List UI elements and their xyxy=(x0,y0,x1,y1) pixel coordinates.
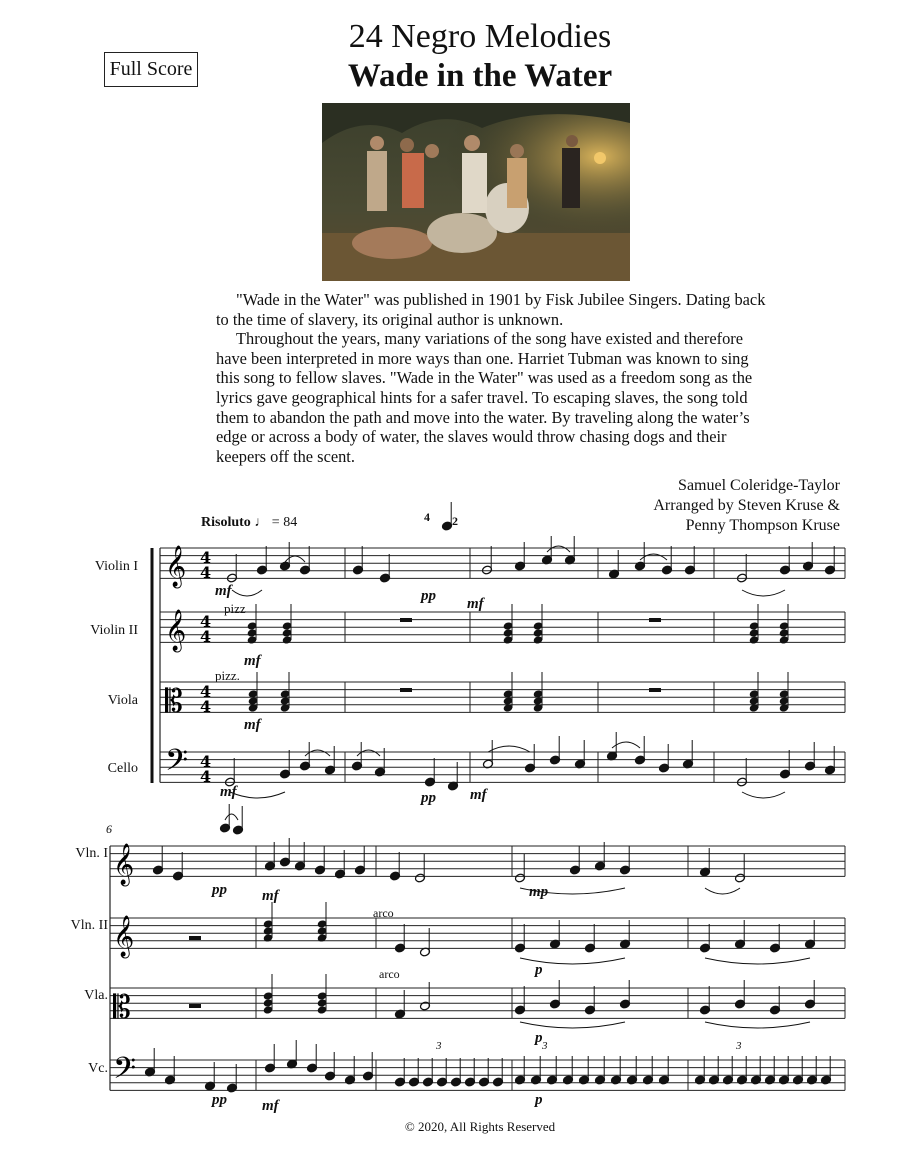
dynamic-marking: p xyxy=(535,1092,543,1108)
tempo-word: Risoluto xyxy=(201,515,251,530)
instrument-label: Violin I xyxy=(94,559,138,574)
fingering: 4 xyxy=(424,510,430,524)
intro-paragraph-2: Throughout the years, many variations of the song have existed and therefore have been interpreted in more ways than one. Harriet Tubman was known to sing this song to fellow slaves. "Wade in the Water" was used as a freedom song as the lyrics gave geographical hints for a safer travel. To escaping slaves, the song told them to abandon the path and move into the water. By traveling along the water’s edge or across a body of water, the slaves would throw chasing dogs and their keepers off the scent. xyxy=(216,329,753,466)
time-signature: 4 xyxy=(200,627,212,646)
slur xyxy=(705,1022,810,1028)
fingering: 2 xyxy=(452,514,458,528)
slur xyxy=(232,590,262,596)
slur xyxy=(742,590,785,596)
time-signature: 4 xyxy=(200,563,212,582)
dynamic-marking: pp xyxy=(212,882,227,898)
whole-rest xyxy=(649,688,661,692)
clef: 𝄢 xyxy=(165,744,189,785)
slur xyxy=(520,958,625,964)
intro-paragraph-1: "Wade in the Water" was published in 1901 by Fisk Jubilee Singers. Dating back to the time of slavery, its original author is unknown. xyxy=(216,290,766,329)
slur xyxy=(357,750,380,756)
clef: 𝄢 xyxy=(113,1052,137,1093)
instrument-label: Cello xyxy=(107,761,138,776)
instrument-label: Vln. I xyxy=(75,846,108,861)
dynamic-marking: pp xyxy=(212,1092,227,1108)
whole-rest xyxy=(649,618,661,622)
dynamic-marking: mf xyxy=(244,653,261,669)
slur xyxy=(705,958,810,964)
dynamic-marking: mf xyxy=(220,784,237,800)
clef: 𝄞 xyxy=(165,610,187,651)
measure-number: 6 xyxy=(106,822,112,836)
clef: 𝄞 xyxy=(113,844,135,885)
slur xyxy=(520,1022,625,1028)
clef: 𝄞 xyxy=(165,546,187,587)
slur xyxy=(225,814,238,820)
instrument-label: Violin II xyxy=(90,623,138,638)
dynamic-marking: p xyxy=(535,1030,543,1046)
slur xyxy=(488,746,530,752)
arranger-line-2: Penny Thompson Kruse xyxy=(685,517,840,534)
clef: 𝄡 xyxy=(165,682,183,720)
composer: Samuel Coleridge-Taylor xyxy=(678,477,840,494)
copyright: © 2020, All Rights Reserved xyxy=(404,1119,556,1134)
time-signature: 4 xyxy=(200,548,212,567)
dynamic-marking: mf xyxy=(215,583,232,599)
pizz-marking: pizz xyxy=(224,601,246,616)
slur xyxy=(547,546,570,552)
dynamic-marking: mf xyxy=(262,888,279,904)
dynamic-marking: mf xyxy=(470,787,487,803)
full-score-label: Full Score xyxy=(104,52,198,87)
slur xyxy=(285,556,305,562)
whole-rest xyxy=(400,688,412,692)
tempo-bpm: = 84 xyxy=(271,515,298,530)
slur xyxy=(742,792,785,798)
dynamic-marking: mp xyxy=(529,884,549,900)
dynamic-marking: mf xyxy=(262,1098,279,1114)
pizz-marking: pizz. xyxy=(215,668,240,683)
time-signature: 4 xyxy=(200,697,212,716)
slur xyxy=(520,888,625,894)
arco-marking: arco xyxy=(373,906,394,920)
dynamic-marking: mf xyxy=(244,717,261,733)
instrument-label: Vla. xyxy=(84,988,108,1003)
clef: 𝄡 xyxy=(113,988,131,1026)
time-signature: 4 xyxy=(200,752,212,771)
quarter-note-icon: ♩ xyxy=(254,515,269,530)
whole-rest xyxy=(189,1004,201,1008)
slur xyxy=(230,792,285,798)
dynamic-marking: pp xyxy=(421,790,436,806)
time-signature: 4 xyxy=(200,682,212,701)
arranger-line-1: Arranged by Steven Kruse & xyxy=(653,497,840,514)
series-title: 24 Negro Melodies xyxy=(348,18,612,55)
dynamic-marking: p xyxy=(535,962,543,978)
arco-marking: arco xyxy=(379,967,400,981)
triplet-number: 3 xyxy=(736,1040,742,1052)
time-signature: 4 xyxy=(200,612,212,631)
instrument-label: Vc. xyxy=(88,1061,108,1076)
dynamic-marking: pp xyxy=(421,588,436,604)
triplet-number: 3 xyxy=(436,1040,442,1052)
instrument-label: Viola xyxy=(107,693,138,708)
whole-rest xyxy=(189,936,201,940)
dynamic-marking: mf xyxy=(467,596,484,612)
slur xyxy=(705,888,740,894)
whole-rest xyxy=(400,618,412,622)
clef: 𝄞 xyxy=(113,916,135,957)
instrument-label: Vln. II xyxy=(70,918,108,933)
time-signature: 4 xyxy=(200,767,212,786)
piece-title: Wade in the Water xyxy=(347,58,613,94)
triplet-number: 3 xyxy=(542,1040,548,1052)
